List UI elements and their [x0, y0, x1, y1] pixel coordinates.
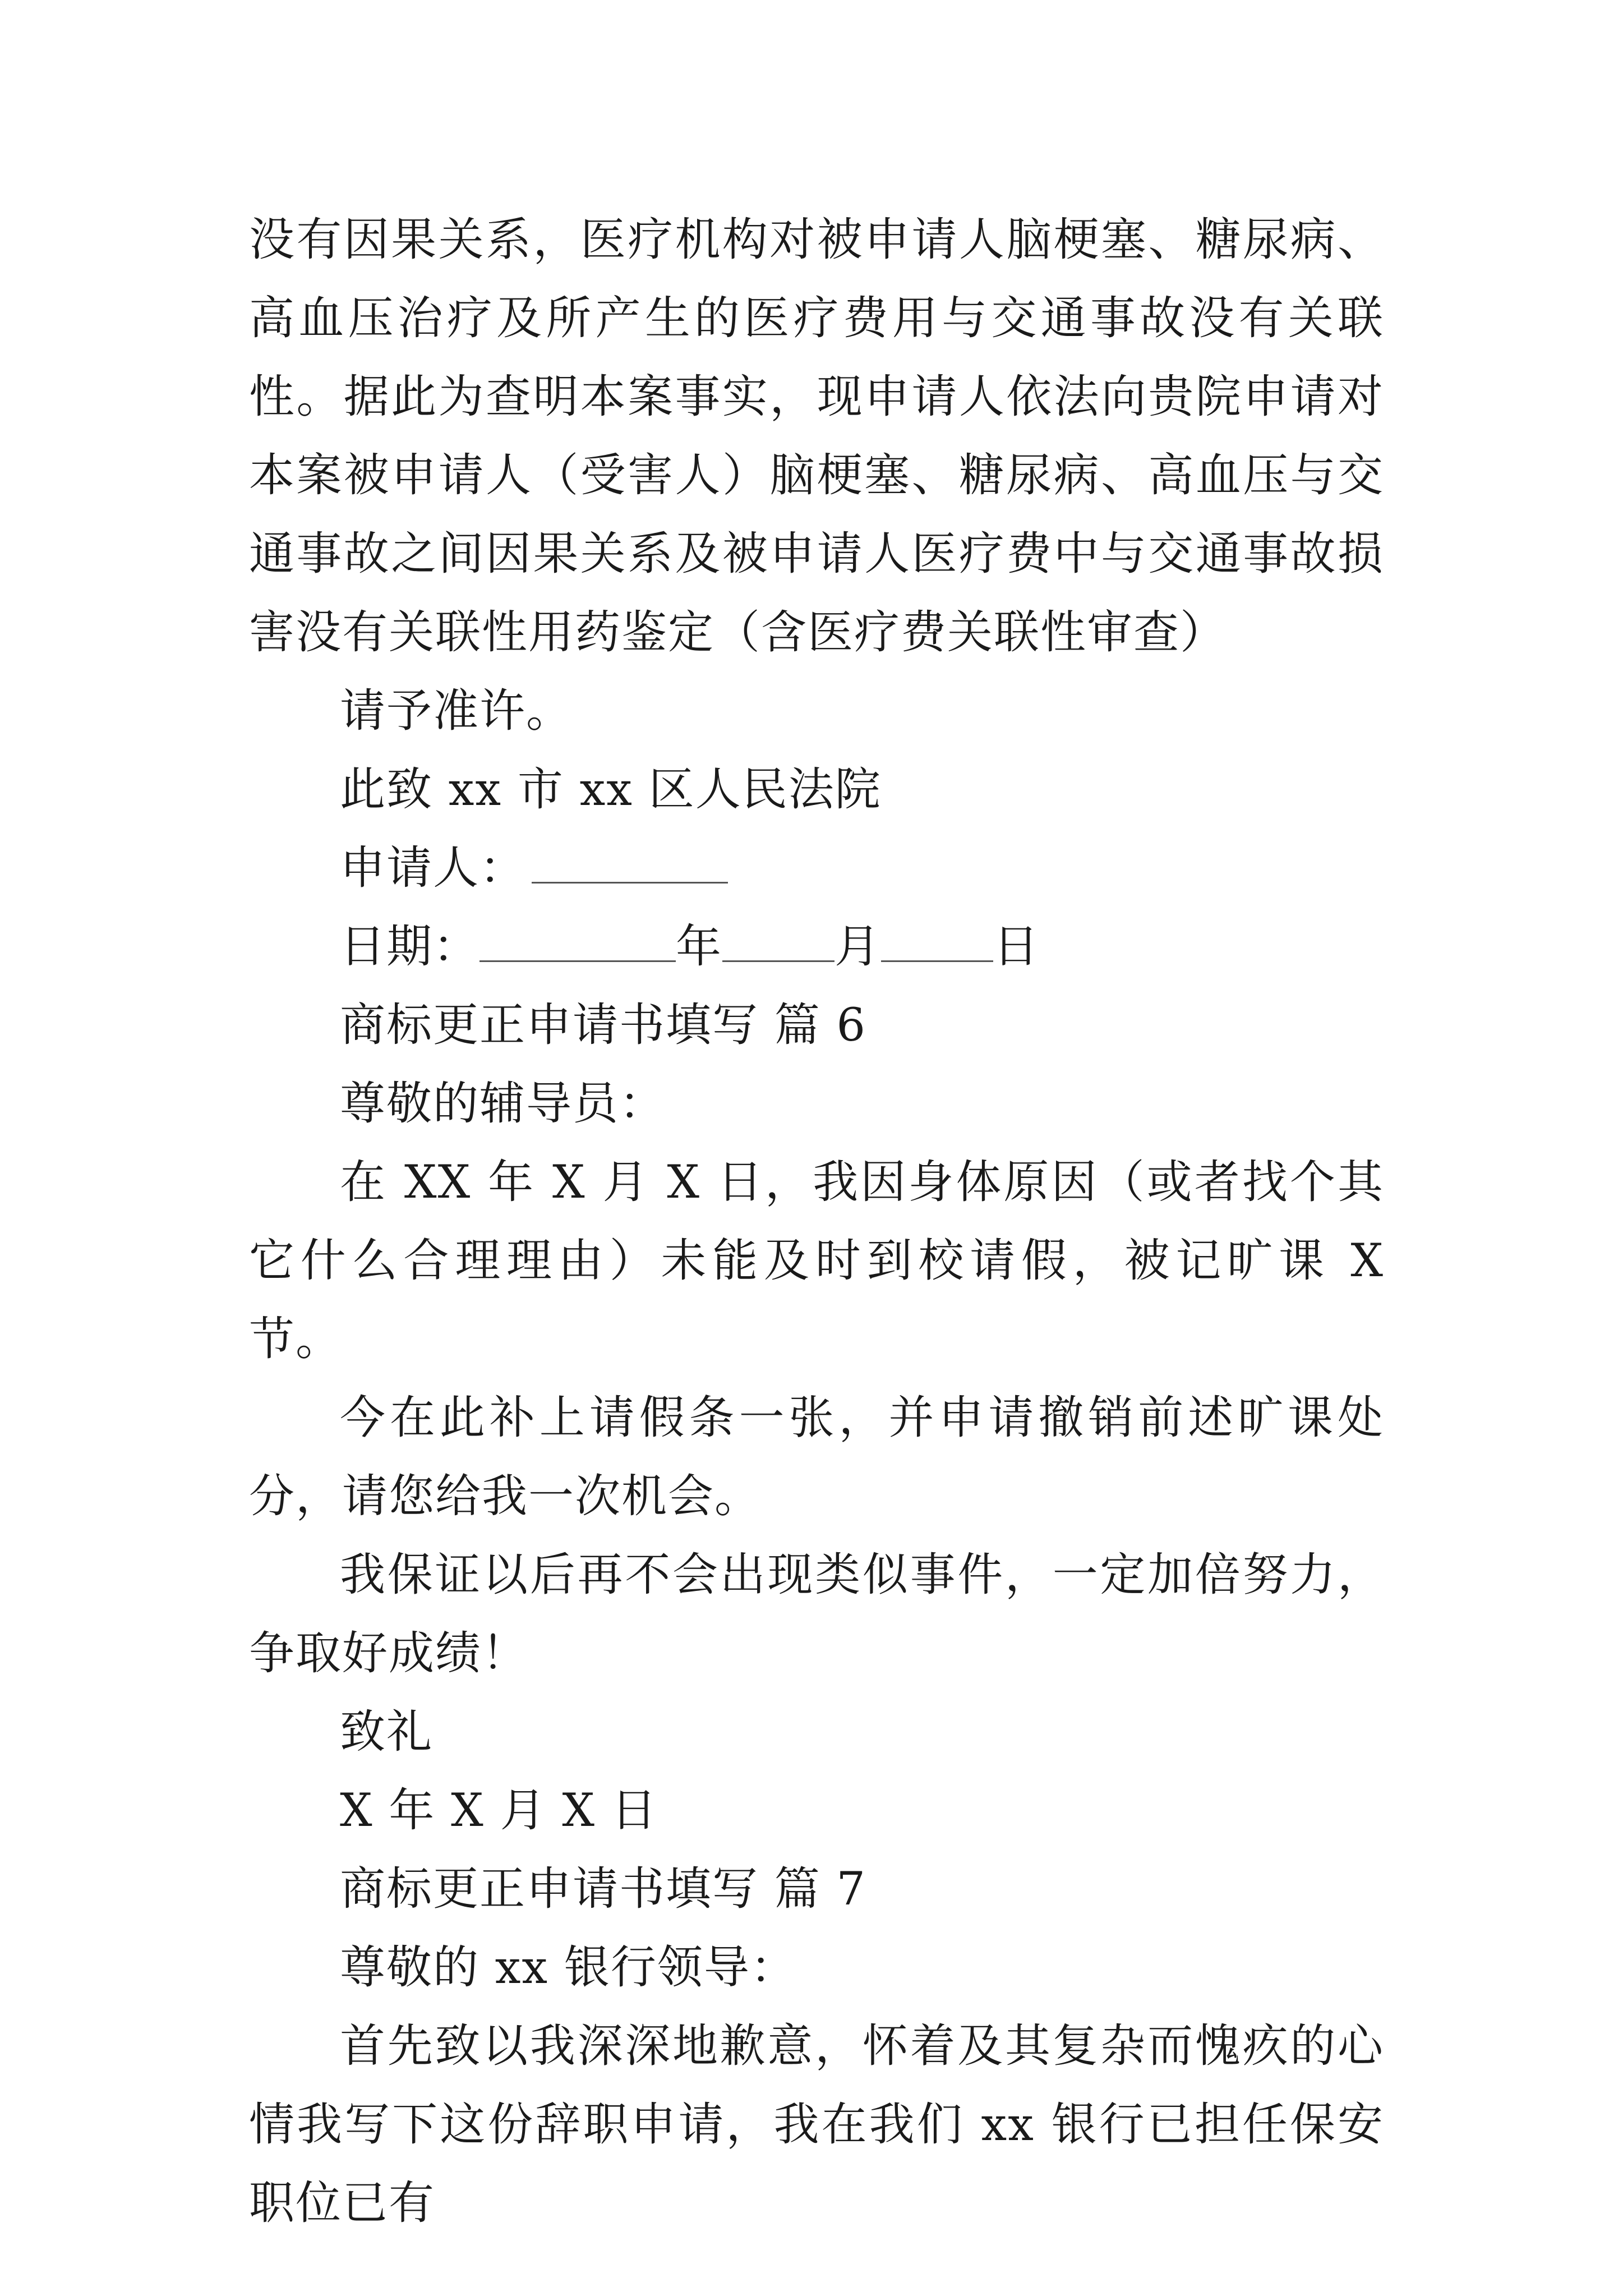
body-paragraph: 今在此补上请假条一张，并申请撤销前述旷课处分，请您给我一次机会。: [249, 1392, 1384, 1523]
section-heading: 商标更正申请书填写 篇 6: [340, 999, 867, 1052]
day-blank: [881, 921, 993, 962]
body-paragraph: 我保证以后再不会出现类似事件，一定加倍努力，争取好成绩！: [249, 1549, 1384, 1680]
document-body: [249, 201, 1384, 2243]
date-line: [249, 908, 1384, 986]
applicant-blank: [532, 843, 728, 884]
paragraph-continued: 没有因果关系，医疗机构对被申请人脑梗塞、糖尿病、高血压治疗及所产生的医疗费用与交通事故没有关联性。据此为查明本案事实，现申请人依法向贵院申请对本案被申请人（受害人）脑梗塞、糖尿病、高血压与交通事故之间因果关系及被申请人医疗费中与交通事故损害没有关联性用药鉴定（含医疗费关联性审查）: [249, 214, 1384, 659]
salutation: 尊敬的辅导员：: [340, 1078, 666, 1130]
applicant-label: 申请人：: [340, 842, 527, 895]
body-paragraph: 首先致以我深深地歉意，怀着及其复杂而愧疚的心情我写下这份辞职申请，我在我们 xx 银行已担任保安职位已有: [249, 2020, 1384, 2230]
addressee-line: 此致 xx 市 xx 区人民法院: [340, 763, 882, 816]
body-paragraph: 在 XX 年 X 月 X 日，我因身体原因（或者找个其它什么合理理由）未能及时到校请假，被记旷课 X 节。: [249, 1156, 1384, 1366]
date-year-label: 年: [676, 921, 723, 973]
year-blank: [479, 921, 676, 962]
request-line: 请予准许。: [340, 685, 573, 738]
letter-date: X 年 X 月 X 日: [340, 1784, 658, 1837]
date-month-label: 月: [834, 921, 882, 973]
date-day-label: 日: [993, 921, 1040, 973]
month-blank: [722, 921, 834, 962]
salutation: 尊敬的 xx 银行领导：: [340, 1941, 797, 1994]
closing: 致礼: [340, 1706, 434, 1759]
section-heading: 商标更正申请书填写 篇 7: [340, 1863, 867, 1916]
date-label: 日期：: [340, 921, 480, 973]
applicant-line: [249, 829, 1384, 908]
